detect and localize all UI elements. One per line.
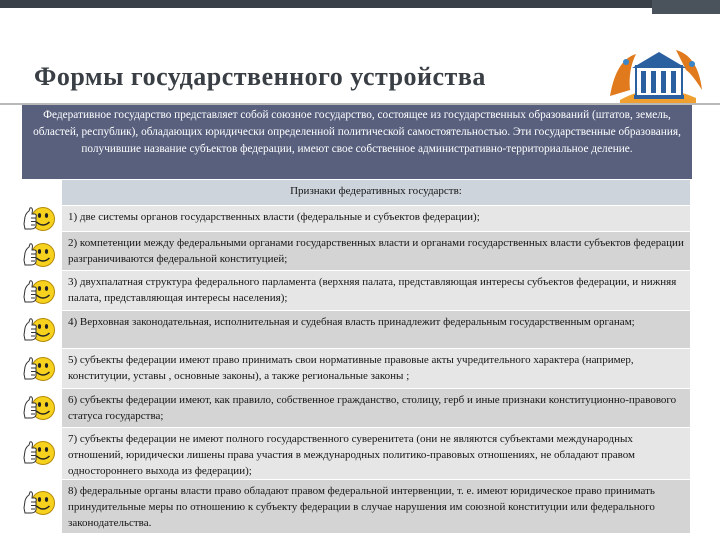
smiley-thumbs-up-icon	[22, 240, 58, 270]
top-bar	[0, 0, 720, 8]
table-row: 4) Верховная законодательная, исполнительная и судебная власть принадлежит федеральным государственным органам;	[62, 311, 690, 349]
table-row: 7) субъекты федерации не имеют полного государственного суверенитета (они не являются субъектами международных отношений, юридически лишены права участия в международных политико-правовых отношениях, не обладают правом одностороннего выхода из федерации);	[62, 428, 690, 480]
features-table	[62, 180, 690, 534]
building-logo-icon	[606, 40, 706, 108]
smiley-thumbs-up-icon	[22, 315, 58, 345]
table-row: 8) федеральные органы власти право обладают правом федеральной интервенции, т. е. имеют юридическое право принимать принудительные меры по отношению к субъекту федерации в случае нарушения им союзной конституции или федерального законодательства.	[62, 480, 690, 534]
intro-paragraph: Федеративное государство представляет собой союзное государство, состоящее из государственных образований (штатов, земель, областей, республик), обладающих юридически определенной политической самостоятельностью. Эти государственные образования, получившие название субъектов федерации, имеют свое собственное административно-территориальное деление.	[22, 105, 692, 179]
smiley-thumbs-up-icon	[22, 393, 58, 423]
table-row: 6) субъекты федерации имеют, как правило, собственное гражданство, столицу, герб и иные признаки конституционно-правового статуса государства;	[62, 389, 690, 428]
table-row: 3) двухпалатная структура федерального парламента (верхняя палата, представляющая интересы субъектов федерации, и нижняя палата, представляющая интересы населения);	[62, 271, 690, 311]
smiley-thumbs-up-icon	[22, 438, 58, 468]
table-row: 5) субъекты федерации имеют право принимать свои нормативные правовые акты учредительного характера (например, конституции, уставы , основные законы), а также региональные законы ;	[62, 349, 690, 389]
smiley-thumbs-up-icon	[22, 354, 58, 384]
smiley-thumbs-up-icon	[22, 488, 58, 518]
top-bar-accent	[652, 0, 720, 14]
smiley-thumbs-up-icon	[22, 277, 58, 307]
table-header: Признаки федеративных государств:	[62, 180, 690, 206]
slide-title: Формы государственного устройства	[34, 62, 486, 91]
smiley-thumbs-up-icon	[22, 204, 58, 234]
table-row: 1) две системы органов государственных власти (федеральные и субъектов федерации);	[62, 206, 690, 232]
table-row: 2) компетенции между федеральными органами государственных власти и органами государственных власти субъектов федерации разграничиваются федеральной конституцией;	[62, 232, 690, 271]
